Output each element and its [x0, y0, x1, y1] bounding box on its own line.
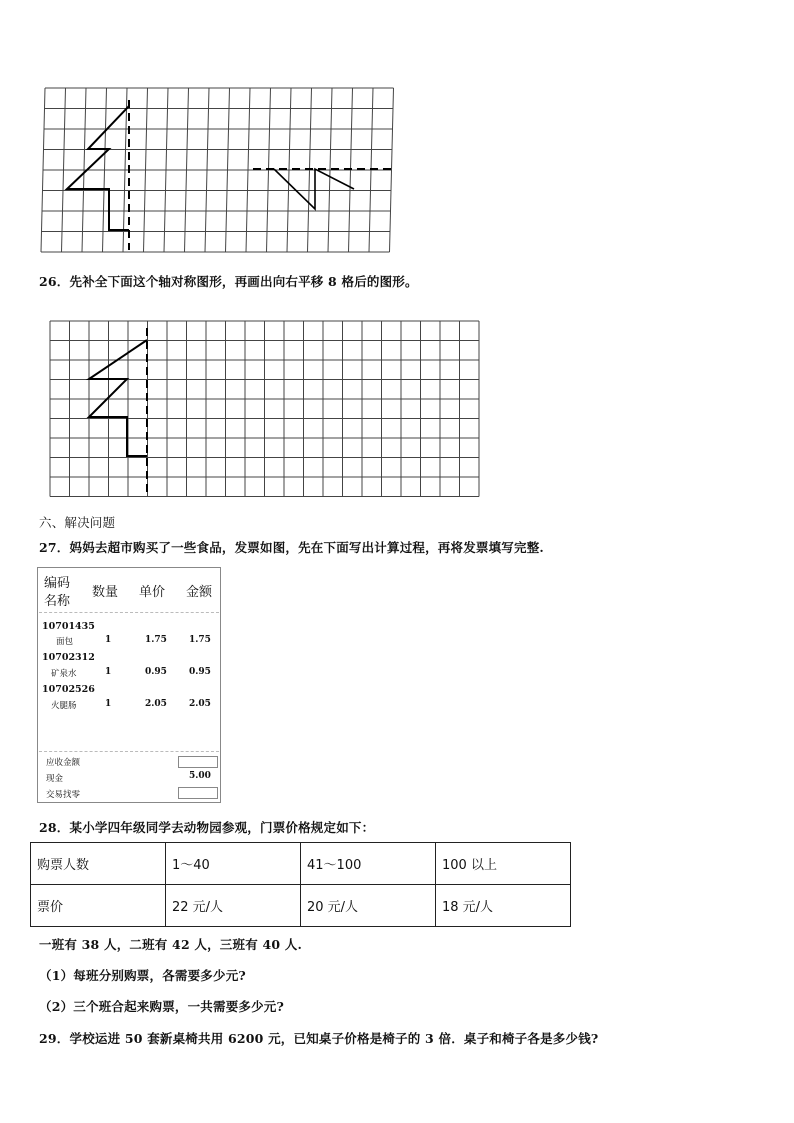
table-row — [31, 885, 571, 927]
question-29: 29．学校运进 50 套新桌椅共用 6200 元，已知桌子价格是椅子的 3 倍．桌子和椅子各是多少钱? — [39, 1031, 599, 1046]
item-amount: 2.05 — [189, 699, 211, 709]
item-price: 1.75 — [145, 635, 167, 645]
tree-half-outline-2 — [89, 340, 147, 456]
item-qty: 1 — [105, 635, 112, 645]
receipt-divider — [39, 612, 219, 613]
change-label: 交易找零 — [46, 790, 81, 800]
question-28-part-2: （2）三个班合起来购票，一共需要多少元? — [39, 999, 285, 1014]
item-qty: 1 — [105, 667, 112, 677]
item-amount: 1.75 — [189, 635, 211, 645]
table-cell: 票价 — [31, 885, 166, 927]
receipt — [37, 567, 221, 803]
item-name: 矿泉水 — [51, 669, 77, 679]
receipt-header-qty: 数量 — [92, 585, 119, 600]
table-cell: 1～40 — [166, 843, 301, 885]
question-28-part-1: （1）每班分别购票，各需要多少元? — [39, 968, 246, 983]
item-price: 0.95 — [145, 667, 167, 677]
grid-figure-2 — [0, 0, 794, 500]
due-amount-box[interactable] — [178, 756, 218, 768]
item-code: 10702526 — [42, 684, 95, 695]
item-name: 面包 — [56, 637, 74, 647]
table-cell: 购票人数 — [31, 843, 166, 885]
item-code: 10701435 — [42, 621, 95, 632]
class-info: 一班有 38 人，二班有 42 人，三班有 40 人. — [39, 937, 303, 952]
receipt-header-code: 编码 — [44, 576, 71, 591]
cash-value: 5.00 — [189, 771, 211, 781]
table-cell: 18 元/人 — [436, 885, 571, 927]
question-28: 28．某小学四年级同学去动物园参观，门票价格规定如下： — [39, 820, 375, 835]
item-name: 火腿肠 — [51, 701, 77, 711]
item-qty: 1 — [105, 699, 112, 709]
receipt-header-amount: 金额 — [186, 585, 213, 600]
table-cell: 20 元/人 — [301, 885, 436, 927]
section-6-title: 六、解决问题 — [39, 515, 116, 530]
cash-label: 现金 — [46, 774, 64, 784]
item-price: 2.05 — [145, 699, 167, 709]
table-cell: 100 以上 — [436, 843, 571, 885]
question-26: 26．先补全下面这个轴对称图形，再画出向右平移 8 格后的图形。 — [39, 274, 418, 289]
table-cell: 41～100 — [301, 843, 436, 885]
receipt-header-name: 名称 — [44, 594, 71, 609]
change-box[interactable] — [178, 787, 218, 799]
due-amount-label: 应收金额 — [46, 758, 81, 768]
table-cell: 22 元/人 — [166, 885, 301, 927]
item-amount: 0.95 — [189, 667, 211, 677]
ticket-price-table — [30, 842, 571, 927]
item-code: 10702312 — [42, 652, 95, 663]
table-row — [31, 843, 571, 885]
receipt-header-price: 单价 — [139, 585, 166, 600]
question-27: 27．妈妈去超市购买了一些食品，发票如图，先在下面写出计算过程，再将发票填写完整. — [39, 540, 544, 555]
receipt-divider — [39, 751, 219, 752]
